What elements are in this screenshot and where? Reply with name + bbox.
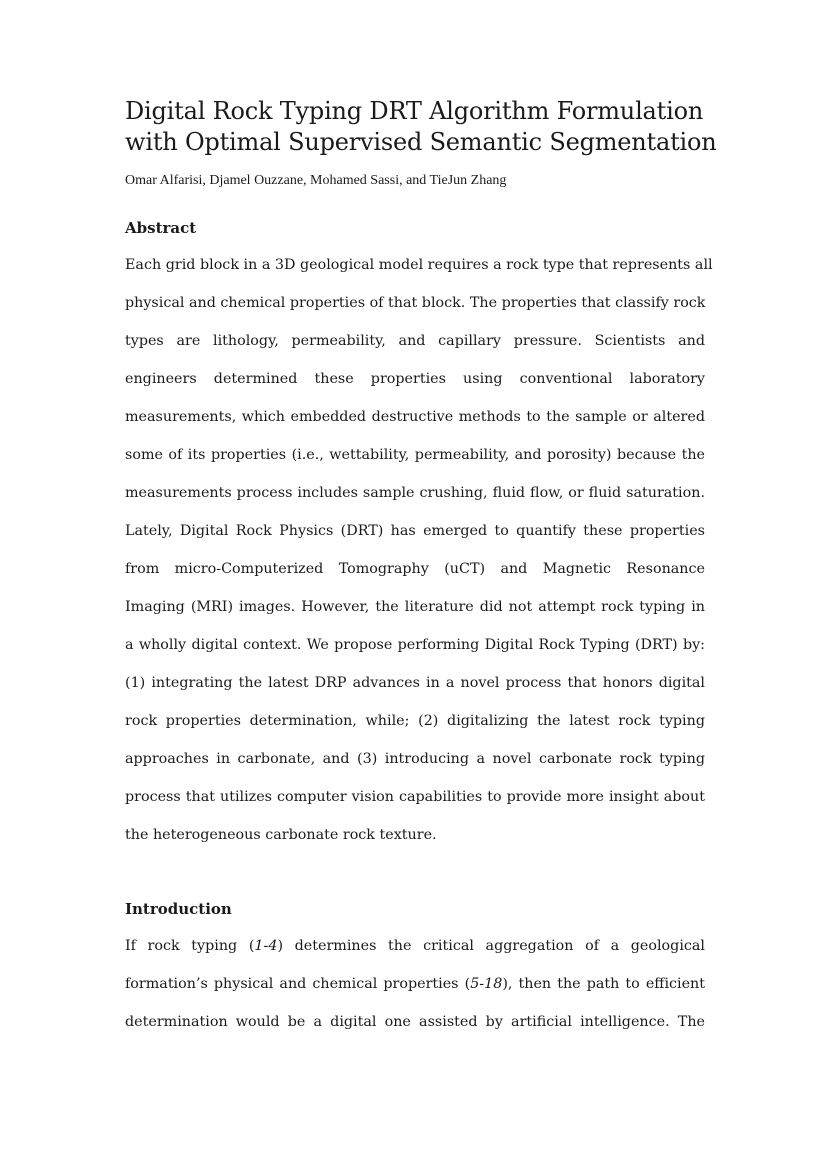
citation-ref: 5-18 — [470, 976, 503, 992]
abstract-line: approaches in carbonate, and (3) introducing a novel carbonate rock typing — [125, 751, 705, 767]
introduction-heading: Introduction — [125, 900, 232, 918]
abstract-line: from micro-Computerized Tomography (uCT) and Magnetic Resonance — [125, 561, 705, 577]
abstract-line: the heterogeneous carbonate rock texture. — [125, 827, 437, 843]
abstract-heading: Abstract — [125, 219, 197, 237]
abstract-line: process that utilizes computer vision capabilities to provide more insight about — [125, 789, 705, 805]
abstract-paragraph — [125, 246, 713, 854]
introduction-line — [125, 927, 705, 965]
title-line-2: with Optimal Supervised Semantic Segmentation — [125, 128, 717, 156]
abstract-line: physical and chemical properties of that block. The properties that classify rock — [125, 295, 706, 311]
paper-title — [125, 96, 717, 158]
intro-text: ) determines the critical aggregation of a geological — [277, 938, 705, 954]
abstract-line: Lately, Digital Rock Physics (DRT) has emerged to quantify these properties — [125, 523, 705, 539]
abstract-line: measurements process includes sample crushing, fluid flow, or fluid saturation. — [125, 485, 705, 501]
introduction-line — [125, 965, 705, 1003]
introduction-line: determination would be a digital one assisted by artificial intelligence. The — [125, 1014, 705, 1030]
abstract-line: engineers determined these properties using conventional laboratory — [125, 371, 705, 387]
abstract-line: Imaging (MRI) images. However, the literature did not attempt rock typing in — [125, 599, 705, 615]
citation-ref: 1-4 — [254, 938, 278, 954]
introduction-paragraph — [125, 927, 705, 1041]
title-line-1: Digital Rock Typing DRT Algorithm Formulation — [125, 97, 704, 125]
abstract-line: some of its properties (i.e., wettability, permeability, and porosity) because the — [125, 447, 705, 463]
abstract-line: measurements, which embedded destructive methods to the sample or altered — [125, 409, 705, 425]
abstract-line: a wholly digital context. We propose performing Digital Rock Typing (DRT) by: — [125, 637, 705, 653]
intro-text: If rock typing ( — [125, 938, 255, 954]
abstract-line: (1) integrating the latest DRP advances in a novel process that honors digital — [125, 675, 705, 691]
abstract-line: types are lithology, permeability, and capillary pressure. Scientists and — [125, 333, 705, 349]
author-list: Omar Alfarisi, Djamel Ouzzane, Mohamed Sassi, and TieJun Zhang — [125, 173, 507, 188]
intro-text: ), then the path to efficient — [502, 976, 706, 992]
intro-text: formation’s physical and chemical properties ( — [125, 976, 471, 992]
abstract-line: rock properties determination, while; (2) digitalizing the latest rock typing — [125, 713, 705, 729]
paper-page — [125, 96, 717, 1041]
abstract-line: Each grid block in a 3D geological model requires a rock type that represents all — [125, 257, 713, 273]
